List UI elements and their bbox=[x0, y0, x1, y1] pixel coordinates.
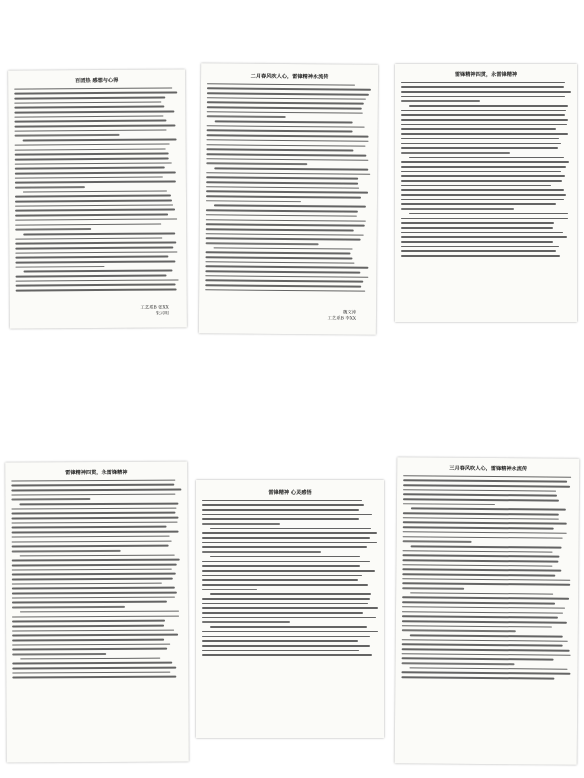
handwriting-line bbox=[401, 241, 553, 243]
handwriting-line bbox=[210, 528, 371, 530]
handwriting-line bbox=[12, 592, 177, 594]
handwriting-line bbox=[403, 494, 557, 497]
handwriting-line bbox=[14, 125, 175, 128]
handwriting-line bbox=[19, 503, 178, 505]
handwriting-line bbox=[207, 130, 353, 133]
handwriting-line bbox=[20, 657, 160, 659]
handwriting-line bbox=[401, 128, 556, 130]
handwritten-body bbox=[8, 87, 186, 291]
handwriting-line bbox=[205, 270, 360, 273]
handwriting-line bbox=[210, 593, 371, 595]
handwriting-line bbox=[12, 550, 121, 552]
handwriting-line bbox=[403, 498, 559, 501]
handwriting-line bbox=[11, 484, 174, 486]
handwriting-line bbox=[202, 546, 367, 548]
handwriting-line bbox=[401, 203, 556, 205]
essay-sheet-2 bbox=[199, 63, 378, 335]
handwriting-line bbox=[207, 92, 369, 95]
handwriting-line bbox=[409, 667, 567, 670]
handwriting-line bbox=[202, 514, 372, 516]
handwriting-line bbox=[11, 493, 175, 495]
handwriting-line bbox=[402, 606, 565, 609]
handwriting-line bbox=[401, 218, 568, 220]
handwriting-line bbox=[23, 190, 167, 193]
handwritten-body bbox=[199, 83, 378, 292]
handwriting-line bbox=[12, 535, 170, 537]
handwriting-line bbox=[12, 587, 175, 589]
handwriting-line bbox=[411, 508, 566, 511]
handwriting-line bbox=[12, 662, 172, 664]
handwriting-line bbox=[202, 598, 370, 600]
handwriting-line bbox=[202, 579, 358, 581]
handwriting-line bbox=[410, 592, 553, 595]
handwriting-line bbox=[402, 564, 552, 567]
handwriting-line bbox=[205, 289, 365, 292]
handwriting-line bbox=[202, 650, 359, 652]
handwriting-line bbox=[202, 640, 358, 642]
handwriting-line bbox=[15, 200, 172, 203]
handwriting-line bbox=[16, 279, 179, 282]
handwriting-line bbox=[206, 177, 358, 180]
handwriting-line bbox=[401, 96, 565, 98]
handwriting-line bbox=[20, 610, 179, 612]
handwriting-line bbox=[207, 139, 369, 142]
handwriting-line bbox=[401, 199, 564, 201]
handwriting-line bbox=[402, 573, 555, 576]
handwriting-line bbox=[403, 531, 567, 534]
essay-sheet-3 bbox=[395, 64, 577, 322]
handwriting-line bbox=[401, 138, 559, 140]
handwriting-line bbox=[202, 570, 375, 572]
handwriting-line bbox=[202, 523, 280, 525]
handwriting-line bbox=[12, 578, 173, 580]
handwriting-line bbox=[14, 110, 174, 113]
essay-sheet-5 bbox=[196, 480, 384, 738]
handwriting-line bbox=[402, 601, 555, 604]
sheet-title: 百团热 感想与心得 bbox=[74, 77, 119, 85]
handwriting-line bbox=[206, 200, 301, 202]
handwriting-line bbox=[12, 596, 175, 598]
handwriting-line bbox=[402, 620, 567, 623]
essay-sheet-4 bbox=[5, 462, 189, 763]
handwriting-line bbox=[402, 597, 569, 600]
handwriting-line bbox=[401, 180, 562, 182]
handwriting-line bbox=[12, 531, 179, 533]
handwriting-line bbox=[202, 645, 370, 647]
handwriting-line bbox=[14, 92, 177, 95]
signature-line: 工艺系B 张XX bbox=[140, 305, 169, 311]
handwriting-line bbox=[403, 522, 567, 525]
handwriting-line bbox=[403, 489, 556, 492]
handwriting-line bbox=[15, 181, 176, 184]
handwriting-line bbox=[206, 233, 364, 236]
handwriting-line bbox=[16, 284, 176, 287]
handwriting-line bbox=[12, 648, 167, 650]
handwriting-line bbox=[206, 163, 307, 165]
handwriting-line bbox=[403, 512, 559, 515]
handwriting-line bbox=[402, 587, 464, 589]
handwriting-line bbox=[401, 189, 564, 191]
handwriting-line bbox=[206, 153, 366, 156]
handwriting-line bbox=[12, 643, 170, 645]
essay-sheet-1 bbox=[8, 69, 187, 328]
handwriting-line bbox=[15, 260, 175, 263]
handwriting-line bbox=[15, 237, 162, 240]
handwriting-line bbox=[15, 129, 167, 132]
handwriting-line bbox=[15, 256, 168, 259]
handwriting-line bbox=[402, 578, 570, 581]
handwriting-line bbox=[12, 634, 178, 636]
handwriting-line bbox=[12, 671, 170, 673]
handwriting-line bbox=[401, 194, 566, 196]
handwriting-line bbox=[24, 270, 173, 273]
handwriting-line bbox=[402, 615, 558, 618]
handwriting-line bbox=[402, 648, 570, 651]
handwriting-line bbox=[15, 204, 173, 207]
handwriting-line bbox=[205, 280, 363, 283]
handwriting-line bbox=[23, 139, 177, 142]
handwriting-line bbox=[210, 626, 367, 628]
handwriting-line bbox=[12, 676, 176, 678]
handwriting-line bbox=[401, 232, 563, 234]
handwriting-line bbox=[14, 101, 161, 104]
handwriting-line bbox=[12, 517, 179, 519]
handwriting-line bbox=[401, 161, 569, 163]
handwriting-line bbox=[15, 251, 177, 254]
handwriting-line bbox=[403, 517, 559, 520]
handwriting-line bbox=[411, 545, 562, 548]
handwriting-line bbox=[402, 583, 570, 586]
handwriting-line bbox=[206, 223, 365, 226]
handwriting-line bbox=[14, 120, 166, 123]
handwriting-line bbox=[20, 554, 175, 556]
handwriting-line bbox=[15, 157, 169, 160]
handwriting-line bbox=[401, 147, 558, 149]
signature bbox=[327, 310, 356, 322]
handwriting-line bbox=[202, 621, 290, 623]
handwriting-line bbox=[202, 509, 359, 511]
handwriting-line bbox=[401, 676, 554, 679]
handwriting-line bbox=[403, 503, 495, 505]
handwriting-line bbox=[402, 653, 571, 656]
handwriting-line bbox=[205, 266, 368, 269]
handwriting-line bbox=[401, 143, 561, 145]
handwriting-line bbox=[12, 559, 180, 561]
handwriting-line bbox=[206, 214, 357, 217]
handwriting-line bbox=[401, 208, 514, 210]
handwriting-line bbox=[401, 124, 567, 126]
handwriting-line bbox=[207, 83, 355, 86]
handwriting-line bbox=[401, 82, 565, 84]
essay-sheet-6 bbox=[395, 457, 580, 765]
handwriting-line bbox=[16, 275, 167, 278]
signature-line: 工艺系B 李XX bbox=[327, 316, 356, 322]
handwriting-line bbox=[202, 575, 362, 577]
handwriting-line bbox=[410, 634, 563, 637]
handwriting-line bbox=[11, 507, 176, 509]
handwriting-line bbox=[403, 536, 563, 539]
handwriting-line bbox=[214, 205, 366, 208]
handwriting-line bbox=[403, 475, 571, 478]
handwriting-line bbox=[210, 556, 360, 558]
handwriting-line bbox=[206, 144, 365, 147]
handwriting-line bbox=[214, 167, 368, 170]
handwriting-line bbox=[401, 110, 566, 112]
handwriting-line bbox=[403, 526, 554, 529]
handwriting-line bbox=[206, 219, 366, 222]
handwriting-line bbox=[401, 171, 561, 173]
handwriting-line bbox=[12, 639, 164, 641]
handwriting-line bbox=[14, 115, 163, 118]
handwriting-line bbox=[401, 91, 571, 93]
handwriting-line bbox=[207, 125, 365, 128]
handwriting-line bbox=[205, 256, 352, 259]
handwriting-line bbox=[409, 105, 568, 107]
handwriting-line bbox=[202, 617, 376, 619]
handwriting-line bbox=[12, 601, 167, 603]
handwriting-line bbox=[12, 615, 179, 617]
handwriting-line bbox=[402, 658, 554, 661]
handwritten-body bbox=[196, 500, 384, 656]
handwriting-line bbox=[12, 653, 106, 655]
handwriting-line bbox=[401, 222, 554, 224]
handwriting-line bbox=[214, 247, 353, 250]
sheet-title: 雷锋精神四贯，永雷锋精神 bbox=[454, 72, 518, 78]
handwriting-line bbox=[403, 484, 570, 487]
handwriting-line bbox=[12, 521, 178, 523]
handwriting-line bbox=[202, 500, 362, 502]
handwriting-line bbox=[15, 171, 176, 174]
handwriting-line bbox=[12, 582, 162, 584]
handwriting-line bbox=[205, 261, 354, 264]
handwriting-line bbox=[202, 584, 368, 586]
handwriting-line bbox=[401, 672, 570, 675]
handwriting-line bbox=[401, 119, 568, 121]
handwriting-line bbox=[403, 550, 553, 553]
handwriting-line bbox=[402, 625, 552, 628]
handwriting-line bbox=[206, 186, 359, 189]
handwriting-line bbox=[202, 612, 363, 614]
handwriting-line bbox=[12, 540, 172, 542]
handwriting-line bbox=[402, 630, 516, 633]
handwriting-line bbox=[14, 87, 172, 90]
handwriting-line bbox=[207, 116, 286, 118]
handwriting-line bbox=[206, 252, 351, 255]
handwriting-line bbox=[202, 654, 372, 656]
sheet-title: 雷锋精神 心灵感悟 bbox=[268, 490, 312, 496]
handwriting-line bbox=[11, 489, 181, 491]
handwriting-line bbox=[402, 569, 561, 572]
handwriting-line bbox=[202, 542, 377, 544]
handwriting-line bbox=[402, 555, 559, 558]
handwriting-line bbox=[11, 512, 175, 514]
handwriting-line bbox=[207, 106, 362, 109]
handwriting-line bbox=[206, 158, 368, 161]
handwriting-line bbox=[202, 518, 359, 520]
handwriting-line bbox=[15, 266, 104, 268]
handwriting-line bbox=[401, 236, 567, 238]
handwriting-line bbox=[12, 667, 176, 669]
handwriting-line bbox=[401, 114, 565, 116]
handwriting-line bbox=[215, 120, 353, 123]
handwriting-line bbox=[401, 227, 553, 229]
handwriting-line bbox=[206, 191, 368, 194]
handwriting-line bbox=[14, 96, 165, 99]
handwriting-line bbox=[206, 238, 361, 241]
handwriting-line bbox=[16, 289, 177, 292]
handwriting-line bbox=[15, 195, 171, 198]
handwriting-line bbox=[12, 629, 174, 631]
handwriting-line bbox=[402, 559, 558, 562]
handwriting-line bbox=[207, 102, 364, 105]
handwriting-line bbox=[206, 242, 319, 245]
handwriting-line bbox=[12, 568, 172, 570]
handwriting-line bbox=[15, 246, 173, 249]
handwriting-line bbox=[207, 88, 371, 91]
handwriting-line bbox=[401, 100, 480, 102]
handwritten-body bbox=[5, 479, 188, 678]
handwriting-line bbox=[11, 498, 90, 500]
handwriting-line bbox=[202, 636, 370, 638]
handwriting-line bbox=[15, 134, 120, 136]
handwriting-line bbox=[403, 480, 567, 483]
handwriting-line bbox=[409, 213, 568, 215]
handwriting-line bbox=[15, 148, 166, 151]
handwriting-line bbox=[401, 246, 559, 248]
handwriting-line bbox=[202, 537, 370, 539]
handwriting-line bbox=[11, 479, 175, 481]
handwriting-line bbox=[401, 166, 566, 168]
handwriting-line bbox=[402, 644, 563, 647]
handwriting-line bbox=[202, 532, 377, 534]
handwriting-line bbox=[12, 620, 165, 622]
handwriting-line bbox=[402, 611, 563, 614]
handwriting-line bbox=[14, 106, 164, 109]
handwriting-line bbox=[202, 565, 360, 567]
handwriting-line bbox=[15, 153, 169, 156]
handwriting-line bbox=[15, 143, 170, 146]
handwriting-line bbox=[409, 157, 564, 159]
signature-line: 魏文涛 bbox=[342, 310, 357, 316]
handwriting-line bbox=[202, 551, 321, 553]
handwriting-line bbox=[12, 625, 164, 627]
handwriting-line bbox=[15, 209, 175, 212]
handwriting-line bbox=[206, 149, 353, 152]
handwriting-line bbox=[206, 172, 370, 175]
handwritten-body bbox=[395, 82, 577, 257]
handwriting-line bbox=[401, 152, 510, 154]
handwriting-line bbox=[15, 223, 161, 226]
handwriting-line bbox=[401, 86, 564, 88]
handwriting-line bbox=[15, 167, 165, 170]
handwriting-line bbox=[205, 284, 361, 287]
handwriting-line bbox=[202, 603, 368, 605]
handwriting-line bbox=[206, 228, 354, 231]
handwriting-line bbox=[202, 589, 257, 591]
handwriting-line bbox=[12, 564, 177, 566]
handwriting-line bbox=[23, 232, 175, 235]
handwriting-line bbox=[202, 561, 370, 563]
handwriting-line bbox=[205, 275, 368, 278]
handwriting-line bbox=[15, 218, 177, 221]
handwriting-line bbox=[401, 133, 568, 135]
handwriting-line bbox=[401, 250, 556, 252]
sheet-title: 二月春风吹人心，雷锋精神永流传 bbox=[250, 73, 329, 81]
handwritten-body bbox=[395, 475, 579, 680]
handwriting-line bbox=[402, 662, 515, 665]
sheet-title: 雷锋精神四贯，永雷锋精神 bbox=[65, 469, 128, 477]
handwriting-line bbox=[202, 504, 364, 506]
handwriting-line bbox=[15, 228, 91, 230]
handwriting-line bbox=[202, 607, 378, 609]
handwriting-line bbox=[12, 606, 125, 608]
handwriting-line bbox=[401, 255, 560, 257]
handwriting-line bbox=[202, 631, 378, 633]
handwriting-line bbox=[206, 195, 361, 198]
handwriting-line bbox=[12, 573, 176, 575]
handwriting-line bbox=[15, 186, 85, 188]
signature-line: 朱兴明 bbox=[155, 311, 169, 317]
handwriting-line bbox=[15, 162, 172, 165]
handwriting-line bbox=[206, 181, 358, 184]
handwriting-line bbox=[15, 214, 168, 217]
handwriting-line bbox=[401, 175, 565, 177]
handwriting-line bbox=[402, 639, 568, 642]
handwriting-line bbox=[15, 242, 176, 245]
sheet-title: 三月春风吹人心，雷锋精神永流传 bbox=[449, 465, 528, 473]
handwriting-line bbox=[15, 176, 163, 179]
handwriting-line bbox=[12, 526, 167, 528]
handwriting-line bbox=[207, 134, 369, 137]
handwriting-line bbox=[12, 545, 169, 547]
handwriting-line bbox=[401, 185, 551, 187]
handwriting-line bbox=[207, 97, 366, 100]
handwriting-line bbox=[403, 540, 472, 542]
handwriting-line bbox=[207, 111, 363, 114]
signature bbox=[140, 306, 169, 318]
handwriting-line bbox=[206, 209, 358, 212]
